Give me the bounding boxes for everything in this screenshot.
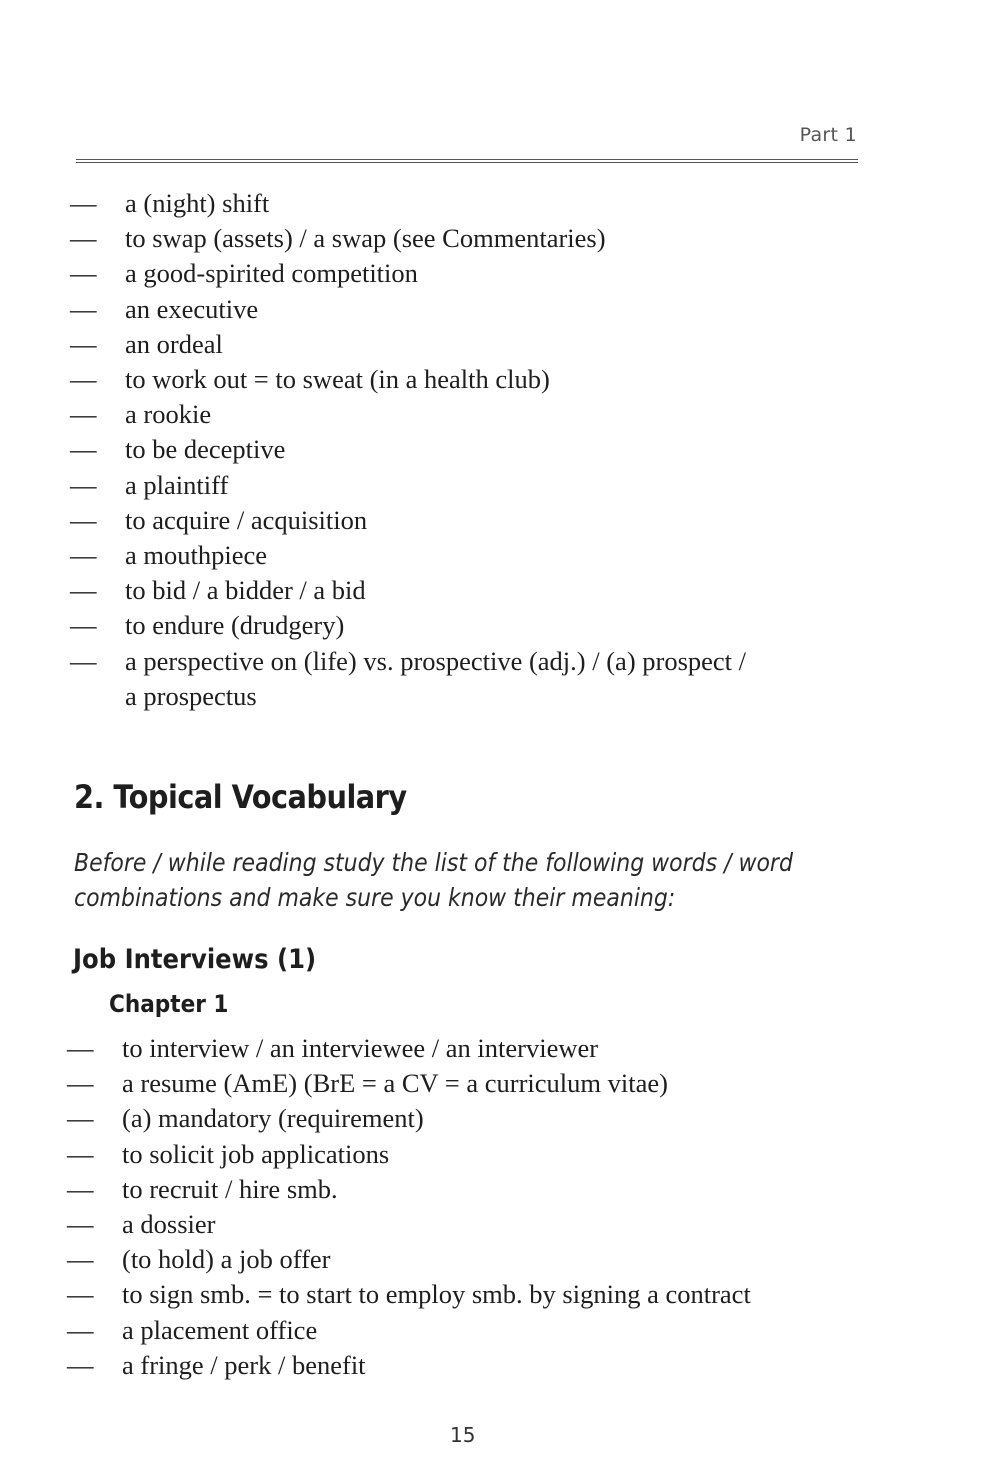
dash: — [67, 1349, 94, 1380]
term: (a) mandatory (requirement) [122, 1103, 424, 1134]
dash: — [67, 1173, 94, 1204]
dash: — [70, 328, 97, 359]
term: an ordeal [125, 328, 223, 359]
list-item [70, 397, 860, 432]
dash: — [70, 575, 97, 606]
list-item [70, 327, 860, 362]
list-item [67, 1277, 867, 1312]
running-head: Part 1 [799, 124, 857, 146]
term: a plaintiff [125, 469, 229, 500]
dash: — [70, 364, 97, 395]
dash: — [70, 540, 97, 571]
term-continuation: a prospectus [125, 680, 257, 711]
list-item [67, 1348, 867, 1383]
dash: — [70, 223, 97, 254]
term: to be deceptive [125, 434, 286, 465]
list-item [70, 432, 860, 467]
term: a placement office [122, 1314, 318, 1345]
term: to recruit / hire smb. [122, 1173, 338, 1204]
list-item [70, 468, 860, 503]
dash: — [67, 1103, 94, 1134]
dash: — [70, 469, 97, 500]
page-number: 15 [450, 1423, 476, 1447]
term: an executive [125, 293, 259, 324]
header-rule [76, 159, 858, 163]
dash: — [67, 1068, 94, 1099]
term: to endure (drudgery) [125, 610, 345, 641]
list-item [70, 221, 860, 256]
term: a rookie [125, 399, 212, 430]
list-item [67, 1066, 867, 1101]
list-item [70, 538, 860, 573]
dash: — [70, 434, 97, 465]
term: a dossier [122, 1209, 216, 1240]
instructions: Before / while reading study the list of the following words / word combinations and make sure you know their meaning: [74, 848, 793, 912]
list-item [67, 1101, 867, 1136]
dash: — [70, 504, 97, 535]
dash: — [70, 645, 97, 676]
list-item [67, 1242, 867, 1277]
list-item [70, 573, 860, 608]
term: a perspective on (life) vs. prospective (adj.) / (a) prospect / [125, 645, 747, 676]
subheading: Job Interviews (1) [73, 944, 317, 975]
term: to acquire / acquisition [125, 504, 368, 535]
dash: — [67, 1244, 94, 1275]
term: a good-spirited competition [125, 258, 418, 289]
term: a (night) shift [125, 188, 270, 218]
term: to bid / a bidder / a bid [125, 575, 366, 606]
list-item [67, 1031, 867, 1066]
dash: — [70, 293, 97, 324]
dash: — [67, 1033, 94, 1063]
list-item [70, 292, 860, 327]
dash: — [67, 1138, 94, 1169]
list-item [67, 1172, 867, 1207]
term: a fringe / perk / benefit [122, 1349, 366, 1380]
dash: — [70, 188, 97, 218]
list-item [70, 644, 860, 714]
list-item [67, 1137, 867, 1172]
vocab-list-2 [67, 1031, 867, 1383]
dash: — [70, 258, 97, 289]
dash: — [67, 1279, 94, 1310]
term: a resume (AmE) (BrE = a CV = a curriculum vitae) [122, 1068, 668, 1099]
list-item [70, 256, 860, 291]
list-item [67, 1313, 867, 1348]
list-item [70, 186, 860, 221]
dash: — [67, 1314, 94, 1345]
term: a mouthpiece [125, 540, 268, 571]
term: to interview / an interviewee / an interviewer [122, 1033, 599, 1063]
list-item [70, 608, 860, 643]
section-title: 2. Topical Vocabulary [74, 778, 407, 816]
list-item [70, 503, 860, 538]
term: (to hold) a job offer [122, 1244, 331, 1275]
term: to work out = to sweat (in a health club) [125, 364, 550, 395]
term: to solicit job applications [122, 1138, 390, 1169]
list-item [67, 1207, 867, 1242]
term: to swap (assets) / a swap (see Commentaries) [125, 223, 606, 254]
list-item [70, 362, 860, 397]
dash: — [67, 1209, 94, 1240]
vocab-list-1 [70, 186, 860, 714]
term: to sign smb. = to start to employ smb. by signing a contract [122, 1279, 751, 1310]
dash: — [70, 399, 97, 430]
dash: — [70, 610, 97, 641]
chapter-heading: Chapter 1 [109, 990, 229, 1018]
